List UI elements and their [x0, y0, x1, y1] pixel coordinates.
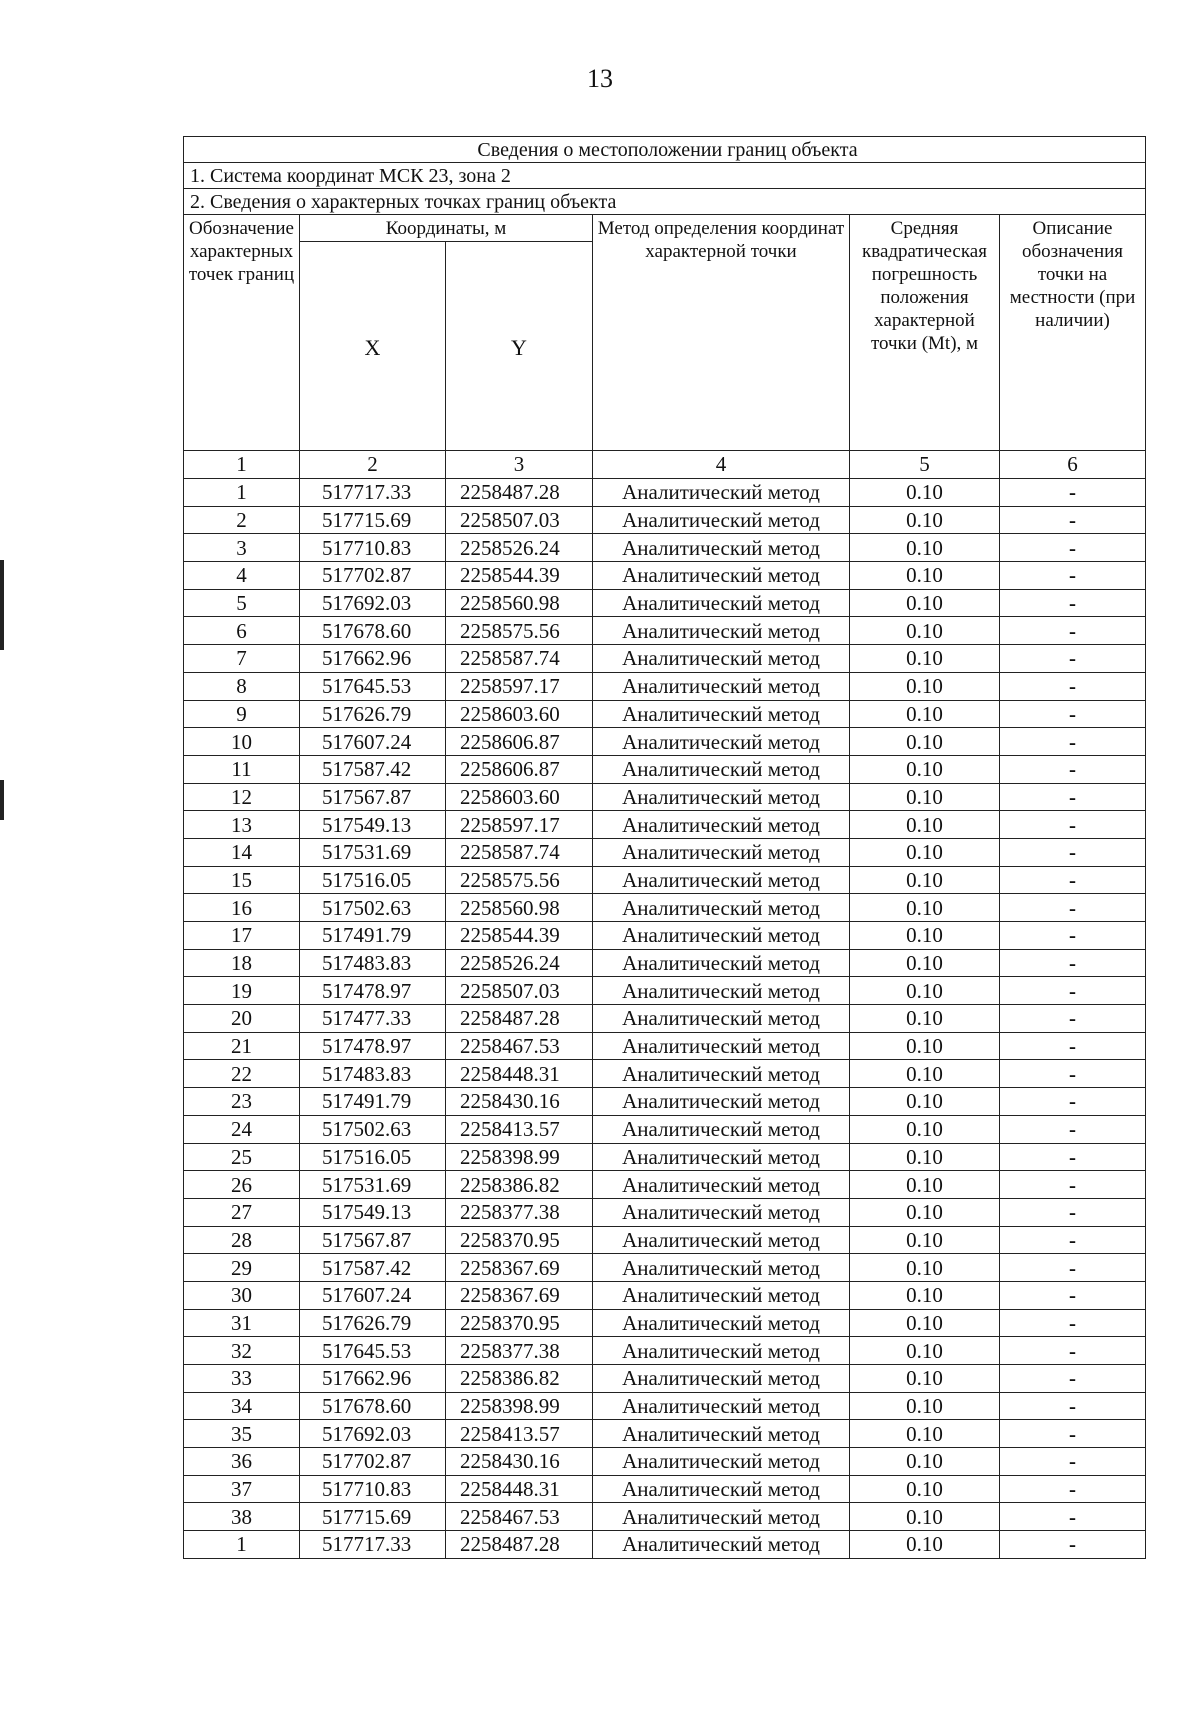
y-coordinate-cell: 2258367.69	[446, 1254, 593, 1282]
description-cell: -	[1000, 1171, 1146, 1199]
point-number-cell: 16	[184, 894, 300, 922]
error-cell: 0.10	[850, 811, 1000, 839]
y-coordinate-cell: 2258526.24	[446, 949, 593, 977]
x-coordinate-cell: 517607.24	[300, 728, 446, 756]
x-coordinate-cell: 517502.63	[300, 1115, 446, 1143]
point-number-cell: 6	[184, 617, 300, 645]
error-cell: 0.10	[850, 1060, 1000, 1088]
method-cell: Аналитический метод	[593, 838, 850, 866]
error-cell: 0.10	[850, 922, 1000, 950]
point-number-cell: 34	[184, 1392, 300, 1420]
method-cell: Аналитический метод	[593, 1365, 850, 1393]
method-cell: Аналитический метод	[593, 1281, 850, 1309]
error-cell: 0.10	[850, 894, 1000, 922]
point-number-cell: 1	[184, 479, 300, 507]
table-row	[184, 922, 1146, 950]
point-number-cell: 3	[184, 534, 300, 562]
method-cell: Аналитический метод	[593, 1115, 850, 1143]
point-number-cell: 35	[184, 1420, 300, 1448]
x-coordinate-cell: 517531.69	[300, 838, 446, 866]
y-coordinate-cell: 2258487.28	[446, 1531, 593, 1559]
description-cell: -	[1000, 1448, 1146, 1476]
description-cell: -	[1000, 1531, 1146, 1559]
method-cell: Аналитический метод	[593, 866, 850, 894]
table-row	[184, 1005, 1146, 1033]
method-cell: Аналитический метод	[593, 755, 850, 783]
y-coordinate-cell: 2258386.82	[446, 1365, 593, 1393]
y-coordinate-cell: 2258487.28	[446, 1005, 593, 1033]
table-row	[184, 1060, 1146, 1088]
y-coordinate-cell: 2258606.87	[446, 728, 593, 756]
error-cell: 0.10	[850, 977, 1000, 1005]
column-numbers-row	[184, 451, 1146, 479]
point-number-cell: 37	[184, 1475, 300, 1503]
description-cell: -	[1000, 1115, 1146, 1143]
description-cell: -	[1000, 534, 1146, 562]
method-cell: Аналитический метод	[593, 728, 850, 756]
method-cell: Аналитический метод	[593, 506, 850, 534]
method-cell: Аналитический метод	[593, 700, 850, 728]
method-cell: Аналитический метод	[593, 1420, 850, 1448]
table-row	[184, 479, 1146, 507]
y-coordinate-cell: 2258575.56	[446, 866, 593, 894]
x-coordinate-cell: 517478.97	[300, 1032, 446, 1060]
x-coordinate-cell: 517702.87	[300, 562, 446, 590]
method-cell: Аналитический метод	[593, 1448, 850, 1476]
method-cell: Аналитический метод	[593, 479, 850, 507]
method-cell: Аналитический метод	[593, 1337, 850, 1365]
header-x: X	[300, 242, 446, 451]
x-coordinate-cell: 517531.69	[300, 1171, 446, 1199]
y-coordinate-cell: 2258487.28	[446, 479, 593, 507]
point-number-cell: 11	[184, 755, 300, 783]
point-number-cell: 7	[184, 645, 300, 673]
point-number-cell: 8	[184, 672, 300, 700]
description-cell: -	[1000, 1309, 1146, 1337]
x-coordinate-cell: 517678.60	[300, 1392, 446, 1420]
table-row	[184, 562, 1146, 590]
table-row	[184, 1143, 1146, 1171]
error-cell: 0.10	[850, 1365, 1000, 1393]
error-cell: 0.10	[850, 1309, 1000, 1337]
method-cell: Аналитический метод	[593, 1032, 850, 1060]
y-coordinate-cell: 2258606.87	[446, 755, 593, 783]
column-number: 1	[184, 451, 300, 479]
scan-edge-mark	[0, 560, 4, 650]
y-coordinate-cell: 2258377.38	[446, 1198, 593, 1226]
x-coordinate-cell: 517662.96	[300, 1365, 446, 1393]
error-cell: 0.10	[850, 1032, 1000, 1060]
x-coordinate-cell: 517717.33	[300, 1531, 446, 1559]
coordinate-system-line: 1. Система координат МСК 23, зона 2	[184, 163, 1146, 189]
point-number-cell: 22	[184, 1060, 300, 1088]
table-row	[184, 783, 1146, 811]
method-cell: Аналитический метод	[593, 922, 850, 950]
error-cell: 0.10	[850, 1281, 1000, 1309]
table-row	[184, 1365, 1146, 1393]
y-coordinate-cell: 2258587.74	[446, 645, 593, 673]
y-coordinate-cell: 2258413.57	[446, 1420, 593, 1448]
header-coordinates: Координаты, м	[300, 215, 593, 242]
x-coordinate-cell: 517607.24	[300, 1281, 446, 1309]
description-cell: -	[1000, 977, 1146, 1005]
description-cell: -	[1000, 783, 1146, 811]
method-cell: Аналитический метод	[593, 1475, 850, 1503]
method-cell: Аналитический метод	[593, 894, 850, 922]
error-cell: 0.10	[850, 645, 1000, 673]
description-cell: -	[1000, 672, 1146, 700]
error-cell: 0.10	[850, 949, 1000, 977]
method-cell: Аналитический метод	[593, 1143, 850, 1171]
method-cell: Аналитический метод	[593, 1060, 850, 1088]
y-coordinate-cell: 2258544.39	[446, 922, 593, 950]
x-coordinate-cell: 517645.53	[300, 672, 446, 700]
y-coordinate-cell: 2258597.17	[446, 672, 593, 700]
error-cell: 0.10	[850, 1475, 1000, 1503]
table-row	[184, 1254, 1146, 1282]
table-row	[184, 1475, 1146, 1503]
header-description: Описание обозначения точки на местности (при наличии)	[1000, 215, 1146, 451]
y-coordinate-cell: 2258587.74	[446, 838, 593, 866]
point-number-cell: 32	[184, 1337, 300, 1365]
point-number-cell: 12	[184, 783, 300, 811]
error-cell: 0.10	[850, 700, 1000, 728]
description-cell: -	[1000, 1032, 1146, 1060]
error-cell: 0.10	[850, 1143, 1000, 1171]
table-row	[184, 1420, 1146, 1448]
error-cell: 0.10	[850, 672, 1000, 700]
point-number-cell: 9	[184, 700, 300, 728]
x-coordinate-cell: 517710.83	[300, 534, 446, 562]
error-cell: 0.10	[850, 1531, 1000, 1559]
description-cell: -	[1000, 1392, 1146, 1420]
point-number-cell: 28	[184, 1226, 300, 1254]
point-number-cell: 38	[184, 1503, 300, 1531]
table-row	[184, 949, 1146, 977]
y-coordinate-cell: 2258507.03	[446, 506, 593, 534]
error-cell: 0.10	[850, 1254, 1000, 1282]
header-error: Средняя квадратическая погрешность положения характерной точки (Mt), м	[850, 215, 1000, 451]
description-cell: -	[1000, 1088, 1146, 1116]
x-coordinate-cell: 517587.42	[300, 1254, 446, 1282]
point-number-cell: 4	[184, 562, 300, 590]
x-coordinate-cell: 517692.03	[300, 1420, 446, 1448]
column-number: 2	[300, 451, 446, 479]
description-cell: -	[1000, 894, 1146, 922]
y-coordinate-cell: 2258448.31	[446, 1475, 593, 1503]
table-row	[184, 1088, 1146, 1116]
method-cell: Аналитический метод	[593, 1226, 850, 1254]
page-number: 13	[587, 64, 613, 93]
column-number: 3	[446, 451, 593, 479]
description-cell: -	[1000, 1503, 1146, 1531]
description-cell: -	[1000, 589, 1146, 617]
table-title: Сведения о местоположении границ объекта	[184, 137, 1146, 163]
y-coordinate-cell: 2258367.69	[446, 1281, 593, 1309]
error-cell: 0.10	[850, 838, 1000, 866]
column-number: 4	[593, 451, 850, 479]
y-coordinate-cell: 2258413.57	[446, 1115, 593, 1143]
column-number: 6	[1000, 451, 1146, 479]
point-number-cell: 26	[184, 1171, 300, 1199]
table-row	[184, 1281, 1146, 1309]
method-cell: Аналитический метод	[593, 562, 850, 590]
error-cell: 0.10	[850, 506, 1000, 534]
method-cell: Аналитический метод	[593, 977, 850, 1005]
column-number: 5	[850, 451, 1000, 479]
table-row	[184, 1198, 1146, 1226]
table-row	[184, 1392, 1146, 1420]
point-number-cell: 24	[184, 1115, 300, 1143]
x-coordinate-cell: 517567.87	[300, 1226, 446, 1254]
point-number-cell: 18	[184, 949, 300, 977]
y-coordinate-cell: 2258386.82	[446, 1171, 593, 1199]
y-coordinate-cell: 2258398.99	[446, 1143, 593, 1171]
points-section-line: 2. Сведения о характерных точках границ объекта	[184, 189, 1146, 215]
description-cell: -	[1000, 922, 1146, 950]
description-cell: -	[1000, 1254, 1146, 1282]
method-cell: Аналитический метод	[593, 617, 850, 645]
error-cell: 0.10	[850, 617, 1000, 645]
table-row	[184, 1171, 1146, 1199]
error-cell: 0.10	[850, 534, 1000, 562]
y-coordinate-cell: 2258603.60	[446, 783, 593, 811]
table-row	[184, 977, 1146, 1005]
error-cell: 0.10	[850, 866, 1000, 894]
x-coordinate-cell: 517717.33	[300, 479, 446, 507]
error-cell: 0.10	[850, 1115, 1000, 1143]
method-cell: Аналитический метод	[593, 1309, 850, 1337]
method-cell: Аналитический метод	[593, 534, 850, 562]
point-number-cell: 31	[184, 1309, 300, 1337]
error-cell: 0.10	[850, 1171, 1000, 1199]
point-number-cell: 10	[184, 728, 300, 756]
y-coordinate-cell: 2258370.95	[446, 1309, 593, 1337]
error-cell: 0.10	[850, 1226, 1000, 1254]
x-coordinate-cell: 517662.96	[300, 645, 446, 673]
description-cell: -	[1000, 479, 1146, 507]
x-coordinate-cell: 517678.60	[300, 617, 446, 645]
error-cell: 0.10	[850, 1448, 1000, 1476]
method-cell: Аналитический метод	[593, 645, 850, 673]
point-number-cell: 5	[184, 589, 300, 617]
table-row	[184, 700, 1146, 728]
table-row	[184, 1309, 1146, 1337]
x-coordinate-cell: 517478.97	[300, 977, 446, 1005]
y-coordinate-cell: 2258467.53	[446, 1503, 593, 1531]
table-row	[184, 1337, 1146, 1365]
table-row	[184, 1115, 1146, 1143]
table-row	[184, 617, 1146, 645]
point-number-cell: 23	[184, 1088, 300, 1116]
point-number-cell: 20	[184, 1005, 300, 1033]
x-coordinate-cell: 517483.83	[300, 1060, 446, 1088]
x-coordinate-cell: 517502.63	[300, 894, 446, 922]
table-row	[184, 589, 1146, 617]
description-cell: -	[1000, 1420, 1146, 1448]
x-coordinate-cell: 517549.13	[300, 1198, 446, 1226]
point-number-cell: 27	[184, 1198, 300, 1226]
x-coordinate-cell: 517549.13	[300, 811, 446, 839]
point-number-cell: 2	[184, 506, 300, 534]
y-coordinate-cell: 2258544.39	[446, 562, 593, 590]
x-coordinate-cell: 517710.83	[300, 1475, 446, 1503]
table-row	[184, 1226, 1146, 1254]
boundary-points-table	[183, 136, 1146, 1559]
description-cell: -	[1000, 1060, 1146, 1088]
method-cell: Аналитический метод	[593, 1503, 850, 1531]
point-number-cell: 1	[184, 1531, 300, 1559]
header-designation: Обозначение характерных точек границ	[184, 215, 300, 451]
description-cell: -	[1000, 1281, 1146, 1309]
description-cell: -	[1000, 1226, 1146, 1254]
table-row	[184, 534, 1146, 562]
error-cell: 0.10	[850, 755, 1000, 783]
table-row	[184, 811, 1146, 839]
method-cell: Аналитический метод	[593, 1171, 850, 1199]
y-coordinate-cell: 2258560.98	[446, 589, 593, 617]
description-cell: -	[1000, 755, 1146, 783]
x-coordinate-cell: 517692.03	[300, 589, 446, 617]
method-cell: Аналитический метод	[593, 1005, 850, 1033]
x-coordinate-cell: 517477.33	[300, 1005, 446, 1033]
y-coordinate-cell: 2258507.03	[446, 977, 593, 1005]
description-cell: -	[1000, 811, 1146, 839]
method-cell: Аналитический метод	[593, 1198, 850, 1226]
method-cell: Аналитический метод	[593, 811, 850, 839]
method-cell: Аналитический метод	[593, 1531, 850, 1559]
method-cell: Аналитический метод	[593, 1254, 850, 1282]
x-coordinate-cell: 517626.79	[300, 1309, 446, 1337]
table-row	[184, 894, 1146, 922]
table-row	[184, 838, 1146, 866]
description-cell: -	[1000, 949, 1146, 977]
y-coordinate-cell: 2258603.60	[446, 700, 593, 728]
description-cell: -	[1000, 1143, 1146, 1171]
description-cell: -	[1000, 645, 1146, 673]
error-cell: 0.10	[850, 479, 1000, 507]
x-coordinate-cell: 517491.79	[300, 1088, 446, 1116]
point-number-cell: 25	[184, 1143, 300, 1171]
error-cell: 0.10	[850, 1005, 1000, 1033]
description-cell: -	[1000, 866, 1146, 894]
error-cell: 0.10	[850, 589, 1000, 617]
error-cell: 0.10	[850, 1198, 1000, 1226]
description-cell: -	[1000, 1337, 1146, 1365]
y-coordinate-cell: 2258377.38	[446, 1337, 593, 1365]
description-cell: -	[1000, 728, 1146, 756]
point-number-cell: 33	[184, 1365, 300, 1393]
table-row	[184, 1531, 1146, 1559]
x-coordinate-cell: 517587.42	[300, 755, 446, 783]
y-coordinate-cell: 2258526.24	[446, 534, 593, 562]
x-coordinate-cell: 517483.83	[300, 949, 446, 977]
table-row	[184, 1503, 1146, 1531]
description-cell: -	[1000, 838, 1146, 866]
y-coordinate-cell: 2258560.98	[446, 894, 593, 922]
description-cell: -	[1000, 1005, 1146, 1033]
y-coordinate-cell: 2258467.53	[446, 1032, 593, 1060]
point-number-cell: 19	[184, 977, 300, 1005]
boundary-points-table-wrap	[183, 136, 1145, 1559]
point-number-cell: 15	[184, 866, 300, 894]
point-number-cell: 29	[184, 1254, 300, 1282]
table-row	[184, 866, 1146, 894]
y-coordinate-cell: 2258398.99	[446, 1392, 593, 1420]
y-coordinate-cell: 2258430.16	[446, 1448, 593, 1476]
x-coordinate-cell: 517715.69	[300, 506, 446, 534]
error-cell: 0.10	[850, 1420, 1000, 1448]
description-cell: -	[1000, 617, 1146, 645]
error-cell: 0.10	[850, 728, 1000, 756]
scan-edge-mark	[0, 780, 4, 820]
description-cell: -	[1000, 562, 1146, 590]
x-coordinate-cell: 517645.53	[300, 1337, 446, 1365]
table-row	[184, 645, 1146, 673]
y-coordinate-cell: 2258597.17	[446, 811, 593, 839]
method-cell: Аналитический метод	[593, 949, 850, 977]
table-row	[184, 728, 1146, 756]
y-coordinate-cell: 2258448.31	[446, 1060, 593, 1088]
table-row	[184, 672, 1146, 700]
header-y: Y	[446, 242, 593, 451]
point-number-cell: 30	[184, 1281, 300, 1309]
x-coordinate-cell: 517491.79	[300, 922, 446, 950]
x-coordinate-cell: 517567.87	[300, 783, 446, 811]
method-cell: Аналитический метод	[593, 1088, 850, 1116]
x-coordinate-cell: 517626.79	[300, 700, 446, 728]
description-cell: -	[1000, 1475, 1146, 1503]
x-coordinate-cell: 517516.05	[300, 866, 446, 894]
table-row	[184, 506, 1146, 534]
description-cell: -	[1000, 1198, 1146, 1226]
header-method: Метод определения координат характерной точки	[593, 215, 850, 451]
error-cell: 0.10	[850, 1503, 1000, 1531]
y-coordinate-cell: 2258430.16	[446, 1088, 593, 1116]
y-coordinate-cell: 2258370.95	[446, 1226, 593, 1254]
description-cell: -	[1000, 1365, 1146, 1393]
error-cell: 0.10	[850, 783, 1000, 811]
point-number-cell: 14	[184, 838, 300, 866]
point-number-cell: 21	[184, 1032, 300, 1060]
method-cell: Аналитический метод	[593, 1392, 850, 1420]
description-cell: -	[1000, 700, 1146, 728]
method-cell: Аналитический метод	[593, 783, 850, 811]
error-cell: 0.10	[850, 1392, 1000, 1420]
x-coordinate-cell: 517702.87	[300, 1448, 446, 1476]
table-row	[184, 1448, 1146, 1476]
description-cell: -	[1000, 506, 1146, 534]
y-coordinate-cell: 2258575.56	[446, 617, 593, 645]
method-cell: Аналитический метод	[593, 672, 850, 700]
point-number-cell: 17	[184, 922, 300, 950]
error-cell: 0.10	[850, 562, 1000, 590]
method-cell: Аналитический метод	[593, 589, 850, 617]
error-cell: 0.10	[850, 1337, 1000, 1365]
x-coordinate-cell: 517715.69	[300, 1503, 446, 1531]
error-cell: 0.10	[850, 1088, 1000, 1116]
point-number-cell: 13	[184, 811, 300, 839]
table-row	[184, 755, 1146, 783]
point-number-cell: 36	[184, 1448, 300, 1476]
x-coordinate-cell: 517516.05	[300, 1143, 446, 1171]
table-row	[184, 1032, 1146, 1060]
